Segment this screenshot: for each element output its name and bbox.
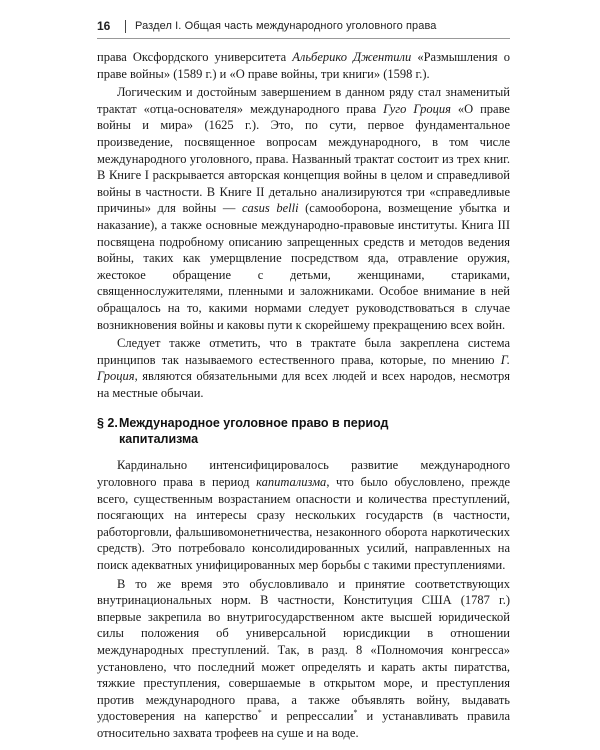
paragraph-1	[97, 49, 510, 82]
paragraph-2	[97, 84, 510, 333]
section-title-line-2: капитализма	[119, 432, 199, 447]
page-body	[97, 49, 510, 744]
section-title-line-1: Международное уголовное право в период	[119, 416, 389, 431]
paragraph-4	[97, 457, 510, 573]
text-run: «Размышления о праве войны» (1589 г.) и «О праве войны, три книги» (1598 г.).	[97, 50, 511, 81]
text-run: «О праве войны и мира» (1625 г.). Это, по сути, первое фундаментальное произведение, посвященное вопросам международного, в том числе международного уголовного, права. Названный трактат состоит из трех книг. В Книге I раскрывается авторская концепция войны в целом и справедливой войны в частности. В Книге II детально анализируются три «справедливые причины» для войны —	[97, 101, 510, 216]
page-number: 16	[97, 19, 111, 33]
running-header	[97, 17, 510, 35]
footnote-marker: *	[353, 708, 358, 718]
text-run: права Оксфордского университета	[97, 50, 293, 64]
text-run: и устанавливать правила относительно захвата трофеев на суше и на воде.	[97, 709, 510, 740]
text-run: Кардинально интенсифицировалось развитие международного уголовного права в период	[97, 458, 510, 490]
author-name: Гуго Гроция	[383, 101, 451, 116]
text-run: В то же время это обусловливало и принятие соответствующих внутринациональных норм. В частности, Конституция США (1787 г.) впервые закрепила во внутригосударственном акте высшей юридической силы положения об универсальной юрисдикции в отношении международных преступлений. Так, в разд. 8 «Полномочия конгресса» установлено, что последний может определять и карать акты пиратства, тяжкие преступления, совершаемые в открытом море, и преступления против международного права, а также объявлять войну, выдавать удостоверения на каперство	[97, 576, 510, 724]
text-run: и репрессалии	[261, 709, 354, 724]
text-run: , что было обусловлено, прежде всего, существенным возрастанием опасности и количества преступлений, посягающих на интересы сразу нескольких государств (в частности, работорговли, фальшивомонетничества, незаконного оборота наркотических средств). Это потребовало консолидированных усилий, направленных на поиск адекватных унифицированных мер борьбы с такими преступлениями.	[97, 475, 510, 573]
author-name: Альберико Джентили	[292, 50, 412, 64]
running-title: Раздел I. Общая часть международного уголовного права	[135, 20, 437, 32]
paragraph-3	[97, 335, 510, 401]
text-run: (самооборона, возмещение убытка и наказание), а также основные международно-правовые институты. Книга III посвящена подробному описанию запрещенных средств и методов ведения войны, таких как умерщвление посредством яда, отравление оружия, жестокое обращение с детьми, женщинами, стариками, священнослужителями, пленными и заложниками. Особое внимание в ней обращалось на то, какими нормами следует руководствоваться в случае возникновения войны и каковы пути к скорейшему прекращению всех войн.	[97, 201, 510, 332]
footnote-marker: *	[257, 708, 262, 718]
emphasis-term: капитализма	[256, 475, 327, 490]
section-heading	[97, 415, 510, 447]
paragraph-5	[97, 576, 510, 742]
latin-term: casus belli	[241, 201, 299, 216]
text-run: Логическим и достойным завершением в данном ряду стал знаменитый трактат «отца-основателя» международного права	[97, 85, 510, 116]
header-rule	[97, 38, 510, 39]
text-run: , являются обязательными для всех людей и всех народов, несмотря на местные обычаи.	[97, 369, 510, 400]
section-number: § 2.	[97, 416, 118, 431]
text-run: Следует также отметить, что в трактате была закреплена система принципов так называемого естественного права, которые, по мнению	[97, 336, 510, 367]
author-name: Г. Гроция	[97, 352, 510, 384]
header-divider	[125, 20, 126, 33]
